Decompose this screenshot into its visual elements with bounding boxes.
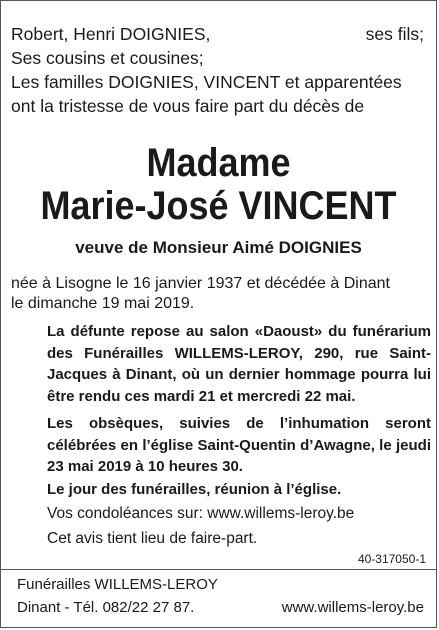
salon-paragraph: La défunte repose au salon «Daoust» du funérarium des Funérailles WILLEMS-LEROY, 290, rue Saint-Jacques à Dinant, où un dernier hommage pourra lui être rendu ces mardi 21 et mercredi 22 mai. xyxy=(47,323,431,405)
family-line-cousins: Ses cousins et cousines; xyxy=(11,48,204,68)
deceased-title: Madame xyxy=(146,141,291,185)
footer-website: www.willems-leroy.be xyxy=(281,599,424,616)
footer-company: Funérailles WILLEMS-LEROY xyxy=(17,576,218,593)
deceased-name: Marie-José VINCENT xyxy=(40,184,397,228)
birth-death-line-1: née à Lisogne le 16 janvier 1937 et décédée à Dinant xyxy=(11,275,390,292)
deceased-subtitle: veuve de Monsieur Aimé DOIGNIES xyxy=(75,238,362,257)
condoleances-paragraph: Vos condoléances sur: www.willems-leroy.be xyxy=(47,505,355,522)
announcement-line: ont la tristesse de vous faire part du décès de xyxy=(11,96,365,116)
reunion-paragraph: Le jour des funérailles, réunion à l’église. xyxy=(47,481,342,498)
family-line-families: Les familles DOIGNIES, VINCENT et apparentées xyxy=(11,72,402,92)
faire-part-paragraph: Cet avis tient lieu de faire-part. xyxy=(47,530,258,547)
reference-number: 40-317050-1 xyxy=(357,552,426,566)
family-relation-sons: ses fils; xyxy=(365,24,424,44)
family-line-sons: Robert, Henri DOIGNIES, xyxy=(11,24,211,44)
obseques-paragraph: Les obsèques, suivies de l’inhumation seront célébrées en l’église Saint-Quentin d’Awagne, le jeudi 23 mai 2019 à 10 heures 30. xyxy=(47,415,431,475)
birth-death-line-2: le dimanche 19 mai 2019. xyxy=(11,295,195,312)
footer-divider xyxy=(1,569,436,570)
footer-address-phone: Dinant - Tél. 082/22 27 87. xyxy=(17,599,195,616)
